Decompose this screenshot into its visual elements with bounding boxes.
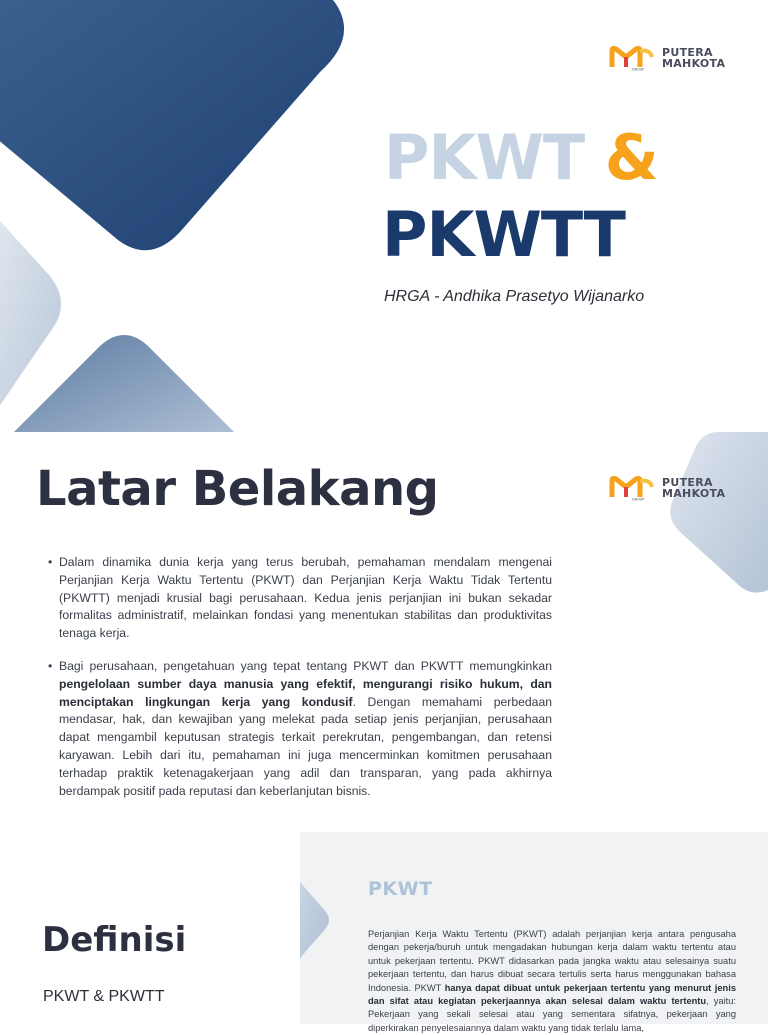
background-slide: [0, 432, 768, 830]
title-line-1: [384, 118, 658, 198]
pkwt-label: PKWT: [368, 878, 433, 900]
pkwt-definition: [368, 928, 736, 1035]
bullet-text-pre: Bagi perusahaan, pengetahuan yang tepat tentang PKWT dan PKWTT memungkinkan: [59, 658, 552, 673]
bullet-list: [48, 554, 552, 815]
logo-small-text: GROUP: [632, 67, 645, 72]
title-pkwt: PKWT: [384, 121, 585, 194]
logo-line-2: MAHKOTA: [662, 487, 726, 500]
definition-text-2: , yaitu: Pekerjaan yang sekali selesai atau yang sementara sifatnya, pekerjaan yang diperkirakan penyelesaiannya dalam waktu yang tidak terlalu lama,: [368, 996, 737, 1033]
bullet-text: Dalam dinamika dunia kerja yang terus berubah, pemahaman mendalam mengenai Perjanjian Kerja Waktu Tertentu (PKWT) dan Perjanjian Kerja Waktu Tidak Tertentu (PKWTT) menjadi krusial bagi perusahaan. Kedua jenis perjanjian ini bukan sekadar formalitas administratif, melainkan fondasi yang menentukan stabilitas dan produktivitas tenaga kerja.: [59, 555, 552, 641]
bullet-item: [48, 658, 552, 800]
logo-mark-icon: [610, 45, 656, 71]
definition-subheading: PKWT & PKWTT: [43, 988, 165, 1005]
blue-triangle-shape: [14, 335, 234, 432]
logo-line-2: MAHKOTA: [662, 57, 726, 70]
navy-diamond-shape: [0, 0, 344, 250]
logo-mark-icon: [610, 475, 656, 501]
definition-text-1: Perjanjian Kerja Waktu Tertentu (PKWT) adalah perjanjian kerja antara pengusaha dengan pekerja/buruh untuk mengadakan hubungan kerja dalam waktu tertentu atau untuk pekerjaan tertentu. PKWT didasarkan pada jangka waktu atau selesainya suatu pekerjaan tertentu, dan harus dibuat secara tertulis serta harus menggunakan bahasa Indonesia. PKWT: [368, 929, 736, 993]
light-diamond-shape: [0, 210, 61, 420]
bullet-text-post: . Dengan memahami perbedaan mendasar, hak, dan kewajiban yang melekat pada setiap jenis perjanjian, perusahaan dapat mengambil keputusan strategis terkait perekrutan, pengembangan, dan retensi karyawan. Lebih dari itu, pemahaman ini juga mencerminkan komitmen perusahaan terhadap praktik ketenagakerjaan yang adil dan transparan, yang pada akhirnya berdampak positif pada reputasi dan keberlanjutan bisnis.: [59, 694, 553, 798]
title-slide: [0, 0, 768, 432]
chevron-shape: [300, 882, 340, 962]
section-heading: Latar Belakang: [36, 461, 439, 517]
definition-slide: [0, 832, 768, 1033]
logo-wordmark: [662, 47, 725, 69]
title-pkwtt: PKWTT: [382, 198, 625, 271]
title-ampersand: &: [604, 121, 658, 194]
logo-line-1: PUTERA: [662, 476, 713, 489]
bullet-text-bold: pengelolaan sumber daya manusia yang efektif, mengurangi risiko hukum, dan menciptakan lingkungan kerja yang kondusif: [59, 676, 552, 709]
author-line: HRGA - Andhika Prasetyo Wijanarko: [384, 288, 645, 305]
company-logo: [610, 45, 725, 71]
definition-heading: Definisi: [42, 920, 187, 960]
definition-text-bold: hanya dapat dibuat untuk pekerjaan tertentu yang menurut jenis dan sifat atau kegiatan pekerjaannya akan selesai dalam waktu tertentu: [368, 982, 736, 1007]
logo-wordmark: [662, 477, 725, 499]
logo-line-1: PUTERA: [662, 46, 713, 59]
company-logo: [610, 475, 725, 501]
decorative-corner-shape: [658, 432, 768, 592]
logo-small-text: GROUP: [632, 497, 645, 502]
bullet-item: [48, 554, 552, 643]
